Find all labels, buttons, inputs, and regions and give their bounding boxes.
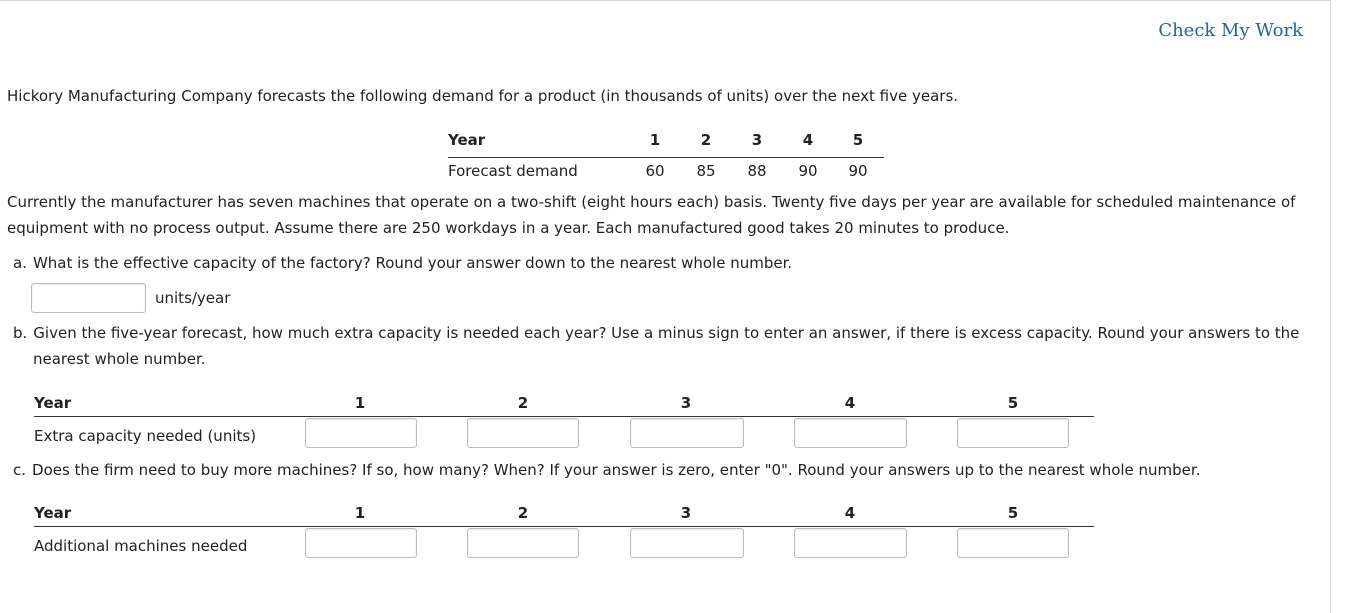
question-b xyxy=(13,320,1299,346)
machines-year-1: 1 xyxy=(354,504,366,522)
forecast-demand-row xyxy=(448,158,884,188)
forecast-year-5: 5 xyxy=(852,131,864,149)
extra-capacity-input-year-1[interactable] xyxy=(305,418,417,448)
forecast-demand-label: Forecast demand xyxy=(448,162,578,180)
machines-input-year-5[interactable] xyxy=(957,528,1069,558)
forecast-year-1: 1 xyxy=(649,131,661,149)
forecast-year-4: 4 xyxy=(802,131,814,149)
question-b-text-line-2: nearest whole number. xyxy=(33,350,206,368)
problem-text-line-2: equipment with no process output. Assume there are 250 workdays in a year. Each manufactured good takes 20 minutes to produce. xyxy=(7,219,1010,237)
forecast-demand-3: 88 xyxy=(747,162,767,180)
forecast-demand-2: 85 xyxy=(696,162,716,180)
machines-year-2: 2 xyxy=(517,504,529,522)
extra-capacity-row-label: Extra capacity needed (units) xyxy=(34,427,257,445)
forecast-year-2: 2 xyxy=(700,131,712,149)
effective-capacity-input[interactable] xyxy=(31,283,146,313)
question-a-text: What is the effective capacity of the factory? Round your answer down to the nearest whole number. xyxy=(32,254,793,272)
machines-row-label: Additional machines needed xyxy=(34,537,248,555)
extra-capacity-year-label: Year xyxy=(34,394,72,412)
question-c-text: Does the firm need to buy more machines? If so, how many? When? If your answer is zero, enter "0". Round your answers up to the nearest whole number. xyxy=(32,461,1201,479)
forecast-demand-5: 90 xyxy=(848,162,868,180)
forecast-year-label: Year xyxy=(448,131,486,149)
machines-input-year-2[interactable] xyxy=(467,528,579,558)
machines-input-year-3[interactable] xyxy=(630,528,744,558)
machines-input-year-4[interactable] xyxy=(794,528,907,558)
machines-header-row xyxy=(34,504,1094,527)
problem-text-line-1: Currently the manufacturer has seven machines that operate on a two-shift (eight hours each) basis. Twenty five days per year are available for scheduled maintenance of xyxy=(7,193,1296,211)
forecast-header-row xyxy=(448,127,884,158)
question-c xyxy=(13,457,1200,483)
machines-input-year-1[interactable] xyxy=(305,528,417,558)
forecast-year-3: 3 xyxy=(751,131,763,149)
extra-capacity-input-year-4[interactable] xyxy=(794,418,907,448)
forecast-demand-4: 90 xyxy=(798,162,818,180)
top-divider xyxy=(0,0,1330,1)
right-divider xyxy=(1330,0,1331,613)
check-my-work-link[interactable]: Check My Work xyxy=(1158,20,1303,41)
extra-capacity-input-year-3[interactable] xyxy=(630,418,744,448)
machines-year-3: 3 xyxy=(680,504,692,522)
question-a xyxy=(13,250,792,276)
extra-capacity-year-2: 2 xyxy=(517,394,529,412)
intro-text: Hickory Manufacturing Company forecasts the following demand for a product (in thousands of units) over the next five years. xyxy=(7,87,959,105)
extra-capacity-year-3: 3 xyxy=(680,394,692,412)
extra-capacity-input-year-2[interactable] xyxy=(467,418,579,448)
extra-capacity-table xyxy=(34,394,1094,417)
machines-year-4: 4 xyxy=(844,504,856,522)
forecast-demand-1: 60 xyxy=(645,162,665,180)
question-b-text-line-1: Given the five-year forecast, how much extra capacity is needed each year? Use a minus sign to enter an answer, if there is excess capacity. Round your answers to the xyxy=(33,324,1300,342)
machines-year-5: 5 xyxy=(1007,504,1019,522)
extra-capacity-year-4: 4 xyxy=(844,394,856,412)
extra-capacity-header-row xyxy=(34,394,1094,417)
question-a-label: a. xyxy=(13,254,27,272)
question-c-label: c. xyxy=(13,461,27,479)
question-b-label: b. xyxy=(13,324,28,342)
extra-capacity-year-1: 1 xyxy=(354,394,366,412)
machines-table xyxy=(34,504,1094,527)
extra-capacity-input-year-5[interactable] xyxy=(957,418,1069,448)
extra-capacity-year-5: 5 xyxy=(1007,394,1019,412)
forecast-table xyxy=(448,127,884,188)
effective-capacity-unit: units/year xyxy=(155,289,231,307)
machines-year-label: Year xyxy=(34,504,72,522)
